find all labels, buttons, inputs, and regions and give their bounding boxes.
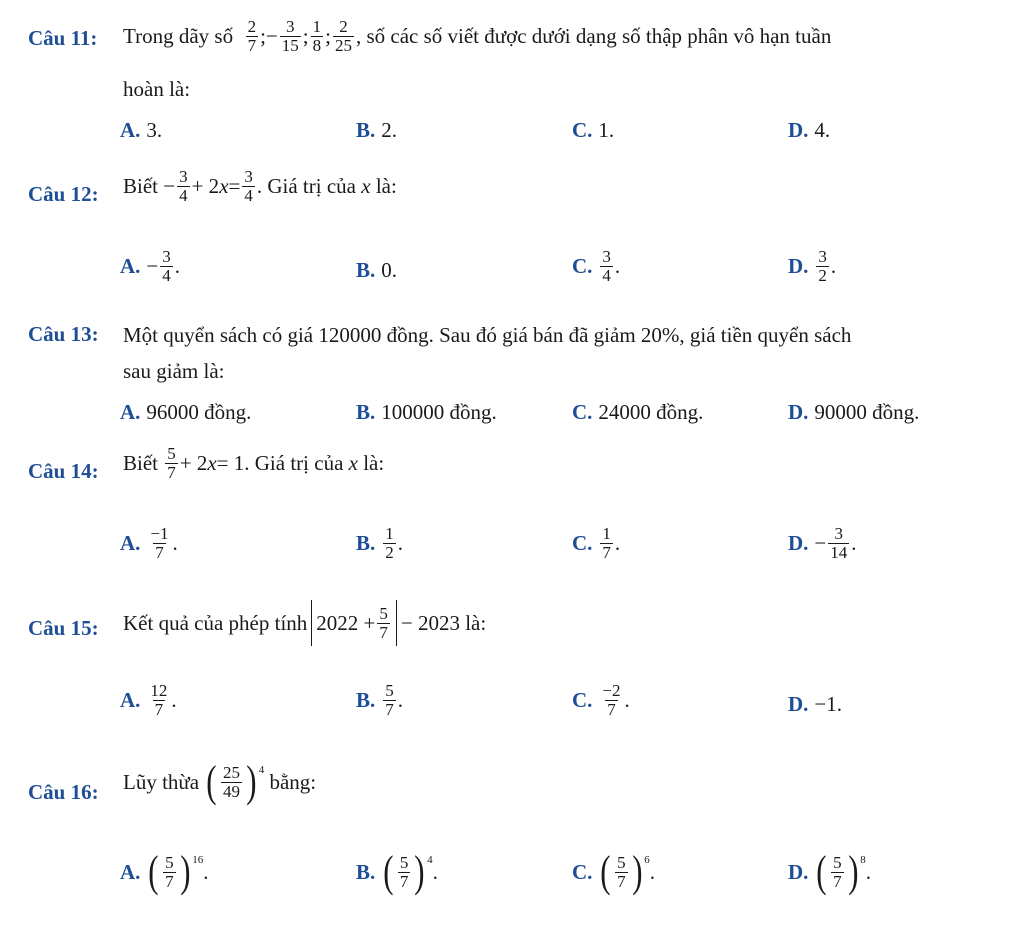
option-b[interactable]: B. $\frac{5}{7}$ . — [356, 681, 404, 719]
option-a[interactable]: A. − $\frac{3}{4}$ . — [120, 247, 181, 285]
question-14-stem: Biết $\frac{5}{7}$ + 2 x = 1 . Giá trị của x là: — [123, 444, 385, 482]
question-15-label: Câu 15: — [28, 616, 99, 640]
question-13-label: Câu 13: — [28, 322, 99, 346]
option-c[interactable]: C. ( $\frac{5}{7}$ ) $^6$ . — [572, 847, 655, 896]
option-a[interactable]: A. $\frac{-1}{7}$ . — [120, 524, 178, 562]
question-13-stem: Một quyển sách có giá 120000 đồng. Sau đó giá bán đã giảm 20%, giá tiền quyển sách — [123, 323, 852, 347]
question-14 — [28, 445, 1004, 585]
option-b[interactable]: B. 2. — [356, 118, 398, 142]
fraction: $\frac{2}{25}$ — [334, 17, 352, 55]
question-12-stem: Biết − $\frac{3}{4}$ + 2 x = $\frac{3}{4}$ . Giá trị của x là: — [123, 167, 397, 205]
power-expression: ( $\frac{25}{49}$ ) $^4$ — [206, 757, 265, 806]
question-16-stem: Lũy thừa ( $\frac{25}{49}$ ) $^4$ bằng: — [123, 757, 317, 806]
option-c[interactable]: C. $\frac{-2}{7}$ . — [572, 681, 630, 719]
option-d[interactable]: D. −1. — [788, 692, 843, 716]
question-13 — [28, 320, 1004, 440]
fraction: $\frac{3}{4}$ — [179, 167, 188, 205]
option-a[interactable]: A. 3. — [120, 118, 163, 142]
question-14-label: Câu 14: — [28, 459, 99, 483]
option-d[interactable]: D. − $\frac{3}{14}$ . — [788, 524, 857, 562]
question-15 — [28, 600, 1004, 740]
fraction: $\frac{1}{8}$ — [312, 17, 322, 55]
question-15-stem: Kết quả của phép tính 2022 + $\frac{5}{7}$ − 2023 là: — [123, 600, 1004, 646]
option-a[interactable]: A. ( $\frac{5}{7}$ ) $^{16}$ . — [120, 847, 209, 896]
fraction: $\frac{2}{7}$ — [247, 17, 257, 55]
fraction: $\frac{3}{15}$ — [281, 17, 299, 55]
question-12-label: Câu 12: — [28, 182, 99, 206]
option-c[interactable]: C. $\frac{1}{7}$ . — [572, 524, 621, 562]
question-11-stem: Trong dãy số $\frac{2}{7}$ ;− $\frac{3}{15}$ ; $\frac{1}{8}$ ; $\frac{2}{25}$ , số các số viết được dưới dạng số thập phân vô hạn tuần — [123, 17, 832, 55]
option-a[interactable]: A. 96000 đồng. — [120, 400, 252, 424]
option-d[interactable]: D. 4. — [788, 118, 831, 142]
fraction: $\frac{3}{4}$ — [244, 167, 253, 205]
question-16-label: Câu 16: — [28, 780, 99, 804]
option-d[interactable]: D. 90000 đồng. — [788, 400, 920, 424]
option-c[interactable]: C. $\frac{3}{4}$ . — [572, 247, 621, 285]
question-13-stem-cont: sau giảm là: — [123, 359, 225, 383]
absolute-value: 2022 + $\frac{5}{7}$ — [311, 600, 397, 646]
option-c[interactable]: C. 24000 đồng. — [572, 400, 704, 424]
question-16 — [28, 757, 1004, 920]
option-b[interactable]: B. 0. — [356, 258, 398, 282]
option-c[interactable]: C. 1. — [572, 118, 615, 142]
option-b[interactable]: B. ( $\frac{5}{7}$ ) $^4$ . — [356, 847, 438, 896]
question-11 — [28, 18, 1004, 148]
option-b[interactable]: B. 100000 đồng. — [356, 400, 497, 424]
question-12 — [28, 168, 1004, 308]
option-a[interactable]: A. $\frac{12}{7}$ . — [120, 681, 177, 719]
option-b[interactable]: B. $\frac{1}{2}$ . — [356, 524, 404, 562]
option-d[interactable]: D. ( $\frac{5}{7}$ ) $^8$ . — [788, 847, 871, 896]
fraction: $\frac{5}{7}$ — [167, 444, 176, 482]
question-11-stem-cont: hoàn là: — [123, 77, 191, 101]
option-d[interactable]: D. $\frac{3}{2}$ . — [788, 247, 837, 285]
question-11-label: Câu 11: — [28, 26, 98, 50]
